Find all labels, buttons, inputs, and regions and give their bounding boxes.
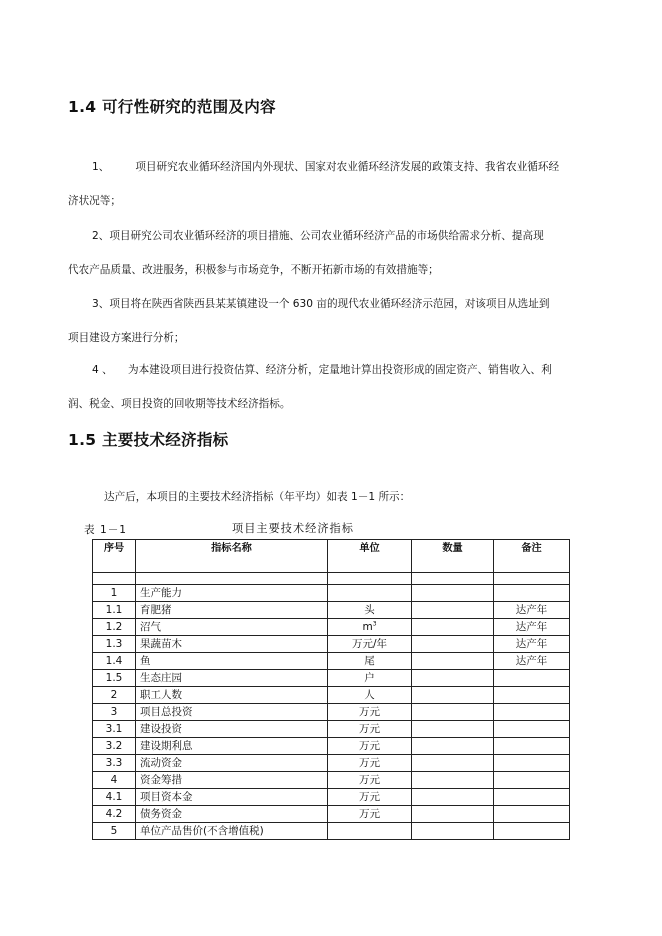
cell-unit: 尾 [328,653,412,670]
cell-no: 3.3 [93,755,136,772]
item-number: 2、 [92,230,110,242]
cell-name: 鱼 [136,653,328,670]
cell-unit [328,573,412,585]
cell-unit [328,585,412,602]
cell-note [494,721,570,738]
cell-note [494,670,570,687]
item-text-line1: 项目研究农业循环经济国内外现状、国家对农业循环经济发展的政策支持、我省农业循环经 [135,161,560,173]
cell-name: 项目资本金 [136,789,328,806]
unit-superscript: 3 [372,620,377,628]
table-row [93,636,570,653]
cell-qty [412,704,494,721]
cell-note [494,585,570,602]
cell-unit: 万元 [328,704,412,721]
table-row [93,687,570,704]
table-row [93,789,570,806]
cell-name: 单位产品售价(不含增值税) [136,823,328,840]
cell-qty [412,573,494,585]
cell-qty [412,772,494,789]
item-text-line1: 项目研究公司农业循环经济的项目措施、公司农业循环经济产品的市场供给需求分析、提高现 [109,230,544,242]
table-number: 表 1－1 [84,524,128,536]
header-note: 备注 [494,540,570,573]
cell-qty [412,789,494,806]
cell-qty [412,585,494,602]
item-number: 4 、 [92,364,113,376]
item-text-line2: 项目建设方案进行分析； [68,332,185,344]
table-row [93,738,570,755]
header-qty: 数量 [412,540,494,573]
cell-note [494,806,570,823]
cell-name: 资金筹措 [136,772,328,789]
scope-item-4 [68,353,598,421]
cell-qty [412,823,494,840]
cell-qty [412,602,494,619]
cell-name: 果蔬苗木 [136,636,328,653]
table-row [93,823,570,840]
cell-unit: 万元 [328,772,412,789]
item-text-line2: 润、税金、项目投资的回收期等技术经济指标。 [68,398,291,410]
cell-no: 5 [93,823,136,840]
table-header-row [93,540,570,573]
scope-item-1 [68,150,598,218]
cell-name: 生产能力 [136,585,328,602]
cell-qty [412,755,494,772]
cell-note: 达产年 [494,602,570,619]
cell-no [93,573,136,585]
table-intro-text: 达产后，本项目的主要技术经济指标（年平均）如表 1－1 所示： [104,491,411,503]
cell-note [494,823,570,840]
cell-unit: 万元 [328,806,412,823]
cell-note [494,789,570,806]
cell-note: 达产年 [494,636,570,653]
table-row [93,670,570,687]
cell-name: 债务资金 [136,806,328,823]
cell-unit [328,823,412,840]
cell-note [494,704,570,721]
cell-no: 4.1 [93,789,136,806]
cell-name: 生态庄园 [136,670,328,687]
table-body [93,573,570,840]
cell-qty [412,619,494,636]
cell-no: 4 [93,772,136,789]
cell-unit: 万元/年 [328,636,412,653]
cell-unit: 户 [328,670,412,687]
table-row [93,704,570,721]
header-no: 序号 [93,540,136,573]
cell-note [494,738,570,755]
cell-no: 3.1 [93,721,136,738]
cell-name: 流动资金 [136,755,328,772]
header-name: 指标名称 [136,540,328,573]
table-row [93,602,570,619]
cell-note [494,573,570,585]
cell-name: 职工人数 [136,687,328,704]
cell-unit: 万元 [328,721,412,738]
cell-name: 项目总投资 [136,704,328,721]
cell-name [136,573,328,585]
cell-no: 1.1 [93,602,136,619]
cell-note [494,687,570,704]
cell-qty [412,636,494,653]
cell-no: 1.5 [93,670,136,687]
cell-name: 沼气 [136,619,328,636]
cell-no: 3 [93,704,136,721]
scope-item-3 [68,287,598,355]
item-text-line1: 项目将在陕西省陕西县某某镇建设一个 630 亩的现代农业循环经济示范园，对该项目从选址到 [109,298,550,310]
indicators-table [92,539,570,840]
cell-unit: 万元 [328,755,412,772]
cell-note: 达产年 [494,653,570,670]
scope-item-2 [68,219,598,287]
cell-note [494,772,570,789]
cell-no: 2 [93,687,136,704]
item-number: 1、 [92,161,110,173]
cell-note [494,755,570,772]
item-text-line2: 代农产品质量、改进服务，积极参与市场竞争，不断开拓新市场的有效措施等； [68,264,439,276]
table-row [93,755,570,772]
table-row [93,573,570,585]
table-row [93,721,570,738]
cell-qty [412,738,494,755]
table-title: 项目主要技术经济指标 [232,522,354,535]
cell-no: 4.2 [93,806,136,823]
item-number: 3、 [92,298,110,310]
header-unit: 单位 [328,540,412,573]
cell-name: 育肥猪 [136,602,328,619]
cell-unit: 万元 [328,738,412,755]
cell-no: 1.3 [93,636,136,653]
cell-unit: 头 [328,602,412,619]
cell-qty [412,721,494,738]
cell-qty [412,806,494,823]
table-row [93,619,570,636]
cell-qty [412,653,494,670]
cell-qty [412,687,494,704]
cell-no: 1.4 [93,653,136,670]
table-row [93,806,570,823]
cell-no: 1 [93,585,136,602]
cell-unit: 万元 [328,789,412,806]
cell-name: 建设投资 [136,721,328,738]
item-text-line1: 为本建设项目进行投资估算、经济分析，定量地计算出投资形成的固定资产、销售收入、利 [128,364,552,376]
cell-qty [412,670,494,687]
cell-no: 3.2 [93,738,136,755]
cell-note: 达产年 [494,619,570,636]
cell-unit: $m^3$ [328,619,412,636]
table-row [93,653,570,670]
cell-no: 1.2 [93,619,136,636]
table-row [93,585,570,602]
item-text-line2: 济状况等； [68,195,121,207]
section-heading-scope: 1.4 可行性研究的范围及内容 [68,98,276,116]
section-heading-indicators: 1.5 主要技术经济指标 [68,431,229,449]
table-row [93,772,570,789]
cell-name: 建设期利息 [136,738,328,755]
cell-unit: 人 [328,687,412,704]
